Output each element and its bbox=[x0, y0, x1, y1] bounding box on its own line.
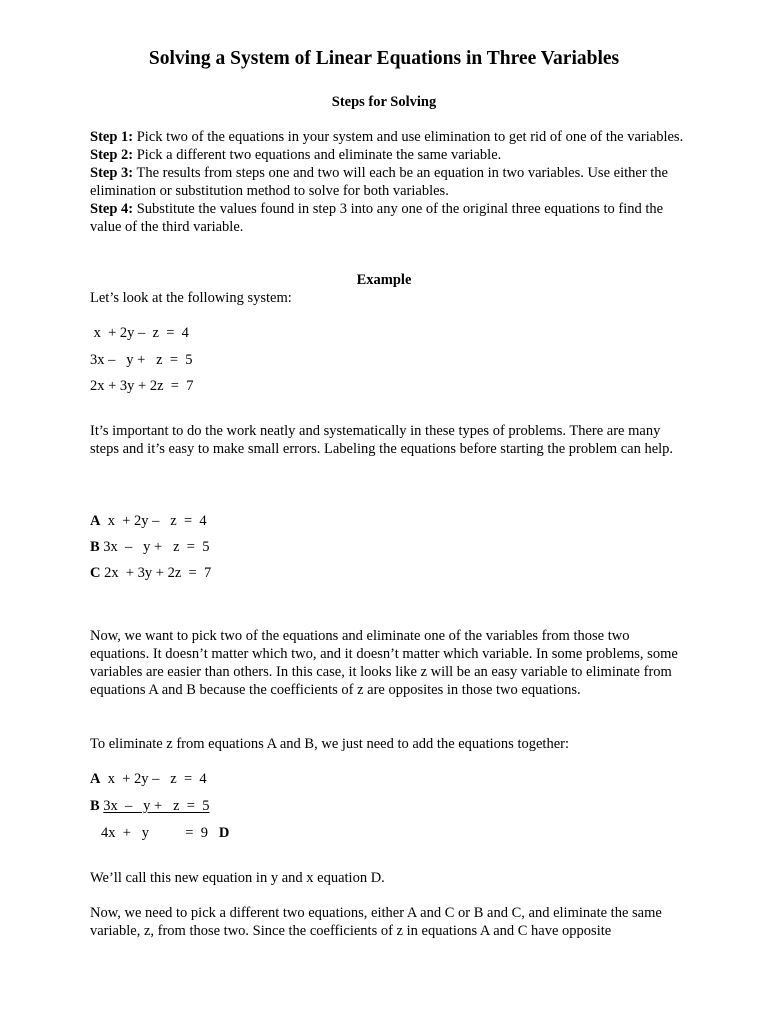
paragraph-add-equations: To eliminate z from equations A and B, we just need to add the equations together: bbox=[90, 736, 569, 752]
step-3-text: The results from steps one and two will each be an equation in two variables. Use either the elimination or substitution method to solve for both variables. bbox=[90, 165, 668, 199]
steps-list bbox=[90, 128, 690, 236]
elimination-equation-a bbox=[90, 770, 207, 788]
elimination-label-b: B bbox=[90, 798, 100, 814]
labeled-equation-b bbox=[90, 538, 209, 556]
equation-c-text: 2x + 3y + 2z = 7 bbox=[100, 565, 212, 581]
step-2-label: Step 2: bbox=[90, 147, 134, 163]
labeled-equation-c bbox=[90, 564, 211, 582]
step-4-label: Step 4: bbox=[90, 201, 134, 217]
elimination-result-d bbox=[101, 824, 229, 842]
step-1-text: Pick two of the equations in your system and use elimination to get rid of one of the variables. bbox=[133, 129, 684, 145]
step-4-text: Substitute the values found in step 3 into any one of the original three equations to find the value of the third variable. bbox=[90, 201, 664, 235]
paragraph-neatness: It’s important to do the work neatly and systematically in these types of problems. There are many steps and it’s easy to make small errors. Labeling the equations before starting the problem can help. bbox=[90, 423, 674, 457]
equation-label-b: B bbox=[90, 539, 100, 555]
elimination-label-a: A bbox=[90, 771, 101, 787]
step-3 bbox=[90, 164, 690, 200]
elimination-label-d: D bbox=[218, 825, 230, 841]
elimination-d-text: 4x + y = 9 bbox=[101, 825, 208, 841]
paragraph-next-pair: Now, we need to pick a different two equations, either A and C or B and C, and eliminate the same variable, z, from those two. Since the coefficients of z in equations A and C have opposite bbox=[90, 905, 662, 939]
step-2-text: Pick a different two equations and eliminate the same variable. bbox=[133, 147, 502, 163]
elimination-a-text: x + 2y – z = 4 bbox=[100, 771, 207, 787]
labeled-equation-a bbox=[90, 512, 207, 530]
step-2 bbox=[90, 146, 690, 164]
system-equation-3: 2x + 3y + 2z = 7 bbox=[90, 378, 194, 394]
step-4 bbox=[90, 200, 690, 236]
elimination-b-text: 3x – y + z = 5 bbox=[103, 798, 210, 814]
page-title: Solving a System of Linear Equations in Three Variables bbox=[148, 48, 620, 69]
steps-heading: Steps for Solving bbox=[331, 94, 437, 110]
elimination-equation-b bbox=[90, 797, 209, 815]
equation-b-text: 3x – y + z = 5 bbox=[99, 539, 210, 555]
example-intro: Let’s look at the following system: bbox=[90, 290, 292, 306]
equation-a-text: x + 2y – z = 4 bbox=[100, 513, 207, 529]
system-equation-1: x + 2y – z = 4 bbox=[90, 325, 189, 341]
paragraph-equation-d: We’ll call this new equation in y and x equation D. bbox=[90, 870, 385, 886]
step-1 bbox=[90, 128, 690, 146]
equation-label-a: A bbox=[90, 513, 101, 529]
step-1-label: Step 1: bbox=[90, 129, 134, 145]
step-3-label: Step 3: bbox=[90, 165, 134, 181]
system-equation-2: 3x – y + z = 5 bbox=[90, 352, 193, 368]
paragraph-pick-equations: Now, we want to pick two of the equations and eliminate one of the variables from those two equations. It doesn’t matter which two, and it doesn’t matter which variable. In some problems, some variables are easier than others. In this case, it looks like z will be an easy variable to eliminate from equations A and B because the coefficients of z are opposites in those two equations. bbox=[90, 628, 678, 698]
example-heading: Example bbox=[356, 272, 412, 288]
equation-label-c: C bbox=[90, 565, 101, 581]
